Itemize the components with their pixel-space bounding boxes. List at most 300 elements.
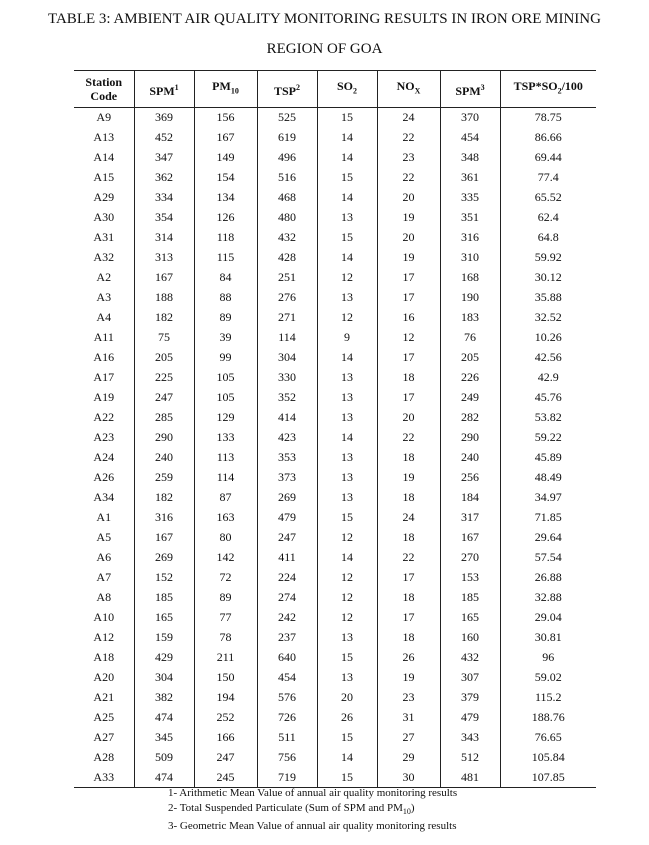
footnote-2 [168,801,457,819]
table-cell: 20 [377,228,440,248]
table-row [74,188,596,208]
footnotes [168,786,457,834]
column-header-subscript: X [414,86,421,96]
station-code-cell: A19 [93,390,115,404]
station-code-cell: A33 [74,768,134,788]
table-cell: 26 [317,708,377,728]
table-cell: 114 [194,468,257,488]
column-header-superscript: 1 [174,82,179,92]
table-cell: 316 [440,228,500,248]
table-cell: 34.97 [500,488,596,508]
table-cell: 190 [440,288,500,308]
footnote-2-subscript: 10 [402,807,411,817]
table-cell: 249 [440,388,500,408]
table-cell: 15 [317,648,377,668]
table-cell: 13 [317,668,377,688]
table-cell: 14 [317,348,377,368]
table-cell: 17 [377,608,440,628]
table-row [74,688,596,708]
table-cell: 756 [257,748,317,768]
table-cell: 719 [257,768,317,788]
table-row [74,508,596,528]
table-row [74,128,596,148]
table-cell: 12 [317,588,377,608]
table-cell: 12 [377,328,440,348]
table-cell: 22 [377,128,440,148]
table-cell: 432 [440,648,500,668]
table-cell: 167 [194,128,257,148]
table-cell: 225 [134,368,194,388]
column-header-label: SPM [149,83,175,98]
table-cell: 290 [134,428,194,448]
column-header [500,71,596,108]
table-cell: 13 [317,628,377,648]
table-cell: 18 [377,588,440,608]
table-cell: 379 [440,688,500,708]
table-cell: 30.81 [500,628,596,648]
table-cell: 15 [317,728,377,748]
table-cell: 32.88 [500,588,596,608]
table-cell: 269 [257,488,317,508]
table-cell: 23 [377,688,440,708]
table-cell: 304 [134,668,194,688]
table-cell: 481 [440,768,500,788]
table-cell: 12 [317,308,377,328]
table-cell: 17 [377,288,440,308]
station-code-cell: A21 [93,690,115,704]
station-code-cell: A10 [93,610,115,624]
table-cell: 479 [440,708,500,728]
table-cell: 619 [257,128,317,148]
table-cell: 14 [317,548,377,568]
table-cell: 334 [134,188,194,208]
table-cell: 353 [257,448,317,468]
station-code-cell: A31 [93,230,115,244]
table-row [74,148,596,168]
table-cell: 45.89 [500,448,596,468]
table-row [74,248,596,268]
table-cell: 9 [317,328,377,348]
table-cell: 362 [134,168,194,188]
table-cell: 57.54 [500,548,596,568]
table-cell: 14 [317,248,377,268]
table-cell: 576 [257,688,317,708]
table-cell: 19 [377,248,440,268]
table-cell: 274 [257,588,317,608]
table-cell: 205 [134,348,194,368]
station-code-cell: A6 [96,550,112,564]
footnote-2-end: ) [410,802,415,814]
table-cell: 87 [194,488,257,508]
footnote-1: 1- Arithmetic Mean Value of annual air quality monitoring results [168,787,458,799]
table-cell: 205 [440,348,500,368]
table-cell: 343 [440,728,500,748]
table-cell: 17 [377,388,440,408]
table-cell: 20 [317,688,377,708]
column-header-subscript: 10 [230,86,239,96]
table-cell: 15 [317,108,377,128]
table-row [74,468,596,488]
table-cell: 17 [377,348,440,368]
table-cell: 351 [440,208,500,228]
table-cell: 640 [257,648,317,668]
table-cell: 129 [194,408,257,428]
table-cell: 96 [500,648,596,668]
table-cell: 42.9 [500,368,596,388]
table-cell: 240 [440,448,500,468]
table-cell: 76.65 [500,728,596,748]
table-cell: 30.12 [500,268,596,288]
station-code-cell: A22 [93,410,115,424]
table-cell: 240 [134,448,194,468]
table-cell: 19 [377,668,440,688]
table-cell: 99 [194,348,257,368]
table-cell: 152 [134,568,194,588]
table-cell: 307 [440,668,500,688]
table-cell: 314 [134,228,194,248]
table-cell: 454 [257,668,317,688]
table-cell: 75 [134,328,194,348]
table-cell: 142 [194,548,257,568]
table-cell: 154 [194,168,257,188]
table-cell: 168 [440,268,500,288]
table-cell: 452 [134,128,194,148]
table-cell: 165 [440,608,500,628]
table-row [74,208,596,228]
table-row [74,648,596,668]
table-cell: 251 [257,268,317,288]
table-cell: 29.04 [500,608,596,628]
table-cell: 183 [440,308,500,328]
table-cell: 39 [194,328,257,348]
table-cell: 185 [134,588,194,608]
table-cell: 107.85 [500,768,596,788]
table-cell: 160 [440,628,500,648]
column-header-label: SO [336,79,353,94]
table-cell: 348 [440,148,500,168]
table-row [74,528,596,548]
column-header-subscript: 2 [557,86,562,96]
table-cell: 115.2 [500,688,596,708]
table-cell: 316 [134,508,194,528]
table-cell: 269 [134,548,194,568]
table-cell: 10.26 [500,328,596,348]
table-cell: 167 [134,528,194,548]
table-row [74,288,596,308]
station-code-cell: A3 [96,290,112,304]
table-cell: 347 [134,148,194,168]
table-cell: 80 [194,528,257,548]
column-header [317,71,377,108]
station-code-cell: A16 [93,350,115,364]
table-cell: 423 [257,428,317,448]
table-cell: 42.56 [500,348,596,368]
table-cell: 512 [440,748,500,768]
table-cell: 64.8 [500,228,596,248]
table-cell: 59.92 [500,248,596,268]
table-cell: 290 [440,428,500,448]
table-cell: 18 [377,628,440,648]
table-row [74,548,596,568]
station-code-cell: A14 [93,150,115,164]
table-cell: 20 [377,188,440,208]
table-cell: 31 [377,708,440,728]
table-cell: 105 [194,388,257,408]
table-cell: 13 [317,468,377,488]
column-header-label: SPM [455,83,481,98]
table-cell: 24 [377,508,440,528]
station-code-cell: A9 [96,110,112,125]
table-cell: 166 [194,728,257,748]
table-cell: 26 [377,648,440,668]
table-row [74,168,596,188]
table-cell: 115 [194,248,257,268]
station-code-cell: A34 [93,490,115,504]
table-cell: 150 [194,668,257,688]
table-cell: 105.84 [500,748,596,768]
table-cell: 35.88 [500,288,596,308]
station-code-cell: A30 [93,210,115,224]
table-cell: 59.22 [500,428,596,448]
table-cell: 330 [257,368,317,388]
table-cell: 16 [377,308,440,328]
station-code-cell: A23 [93,430,115,444]
table-row [74,608,596,628]
table-cell: 24 [377,108,440,128]
table-cell: 226 [440,368,500,388]
table-cell: 86.66 [500,128,596,148]
table-cell: 285 [134,408,194,428]
station-code-cell: A28 [93,750,115,764]
table-cell: 84 [194,268,257,288]
table-cell: 165 [134,608,194,628]
table-cell: 13 [317,208,377,228]
table-cell: 71.85 [500,508,596,528]
table-cell: 17 [377,268,440,288]
table-cell: 113 [194,448,257,468]
table-cell: 78 [194,628,257,648]
table-cell: 59.02 [500,668,596,688]
table-cell: 12 [317,568,377,588]
table-cell: 414 [257,408,317,428]
table-row [74,348,596,368]
table-cell: 194 [194,688,257,708]
table-cell: 114 [257,328,317,348]
table-cell: 429 [134,648,194,668]
table-cell: 271 [257,308,317,328]
table-cell: 496 [257,148,317,168]
station-code-cell: A7 [96,570,112,584]
table-cell: 77.4 [500,168,596,188]
table-cell: 14 [317,148,377,168]
table-cell: 149 [194,148,257,168]
table-cell: 89 [194,588,257,608]
column-header-subscript: 2 [353,86,357,96]
table-cell: 45.76 [500,388,596,408]
table-cell: 184 [440,488,500,508]
station-code-cell: A11 [93,330,114,344]
station-code-cell: A18 [93,650,115,664]
table-row [74,308,596,328]
table-cell: 20 [377,408,440,428]
table-cell: 62.4 [500,208,596,228]
table-cell: 53.82 [500,408,596,428]
station-code-cell: A25 [93,710,115,724]
table-cell: 76 [440,328,500,348]
table-cell: 14 [317,428,377,448]
table-cell: 428 [257,248,317,268]
table-cell: 19 [377,208,440,228]
table-cell: 105 [194,368,257,388]
station-code-cell: A29 [93,190,115,204]
air-quality-table [74,70,596,788]
footnote-2-text: 2- Total Suspended Particulate (Sum of SPM and PM [168,802,403,814]
table-row [74,708,596,728]
column-header-label: TSP [273,83,296,98]
table-cell: 18 [377,528,440,548]
table-cell: 77 [194,608,257,628]
table-cell: 22 [377,548,440,568]
column-header-superscript: 2 [296,82,300,92]
table-cell: 89 [194,308,257,328]
station-code-cell: A13 [93,130,115,144]
title-line-1: TABLE 3: AMBIENT AIR QUALITY MONITORING RESULTS IN IRON ORE MINING [48,11,601,27]
table-cell: 27 [377,728,440,748]
table-cell: 167 [134,268,194,288]
table-cell: 188.76 [500,708,596,728]
table-cell: 167 [440,528,500,548]
station-code-cell: A20 [93,670,115,684]
table-cell: 13 [317,368,377,388]
table-cell: 276 [257,288,317,308]
table-cell: 345 [134,728,194,748]
table-cell: 247 [257,528,317,548]
table-cell: 211 [194,648,257,668]
table-cell: 29.64 [500,528,596,548]
table-cell: 153 [440,568,500,588]
column-header [74,71,134,108]
table-row [74,388,596,408]
table-cell: 14 [317,748,377,768]
table-cell: 479 [257,508,317,528]
table-cell: 22 [377,428,440,448]
table-cell: 65.52 [500,188,596,208]
table-cell: 22 [377,168,440,188]
table-cell: 182 [134,308,194,328]
table-row [74,588,596,608]
table-row [74,108,596,128]
table-cell: 12 [317,268,377,288]
table-cell: 15 [317,768,377,788]
table-cell: 15 [317,508,377,528]
column-header-label: Station Code [85,75,123,103]
table-cell: 247 [134,388,194,408]
table-cell: 182 [134,488,194,508]
table-row [74,408,596,428]
table-cell: 454 [440,128,500,148]
table-row [74,268,596,288]
station-code-cell: A27 [93,730,115,744]
table-cell: 310 [440,248,500,268]
table-cell: 354 [134,208,194,228]
table-cell: 18 [377,448,440,468]
table-row [74,728,596,748]
table-cell: 317 [440,508,500,528]
table-cell: 23 [377,148,440,168]
station-code-cell: A2 [96,270,112,284]
table-cell: 118 [194,228,257,248]
column-header [134,71,194,108]
table-cell: 480 [257,208,317,228]
table-cell: 18 [377,488,440,508]
table-row [74,628,596,648]
table-cell: 511 [257,728,317,748]
table-cell: 509 [134,748,194,768]
table-row [74,428,596,448]
table-row [74,668,596,688]
table-cell: 30 [377,768,440,788]
table-cell: 411 [257,548,317,568]
station-code-cell: A26 [93,470,115,484]
table-cell: 474 [134,768,194,788]
column-header [440,71,500,108]
table-cell: 237 [257,628,317,648]
table-cell: 259 [134,468,194,488]
table-cell: 14 [317,188,377,208]
station-code-cell: A12 [93,630,115,644]
column-header-superscript: 3 [480,82,485,92]
table-cell: 134 [194,188,257,208]
table-row [74,448,596,468]
table-cell: 12 [317,608,377,628]
table-cell: 382 [134,688,194,708]
title-line-2: REGION OF GOA [266,41,383,57]
table-row [74,568,596,588]
table-cell: 78.75 [500,108,596,128]
table-cell: 256 [440,468,500,488]
table-cell: 252 [194,708,257,728]
table-row [74,328,596,348]
table-row [74,368,596,388]
table-cell: 15 [317,168,377,188]
table-cell: 32.52 [500,308,596,328]
station-code-cell: A32 [93,250,115,264]
table-cell: 373 [257,468,317,488]
table-cell: 474 [134,708,194,728]
table-cell: 18 [377,368,440,388]
table-cell: 361 [440,168,500,188]
table-cell: 133 [194,428,257,448]
table-cell: 525 [257,108,317,128]
table-cell: 69.44 [500,148,596,168]
table-cell: 126 [194,208,257,228]
table-header-row [74,71,596,108]
table-cell: 163 [194,508,257,528]
table-row [74,488,596,508]
table-cell: 282 [440,408,500,428]
table-row [74,748,596,768]
table-cell: 242 [257,608,317,628]
station-code-cell: A4 [96,310,112,324]
station-code-cell: A1 [96,510,112,524]
table-cell: 516 [257,168,317,188]
station-code-cell: A8 [96,590,112,604]
table-row [74,228,596,248]
table-cell: 17 [377,568,440,588]
table-cell: 13 [317,448,377,468]
column-header-label: PM [212,79,231,94]
table-cell: 304 [257,348,317,368]
